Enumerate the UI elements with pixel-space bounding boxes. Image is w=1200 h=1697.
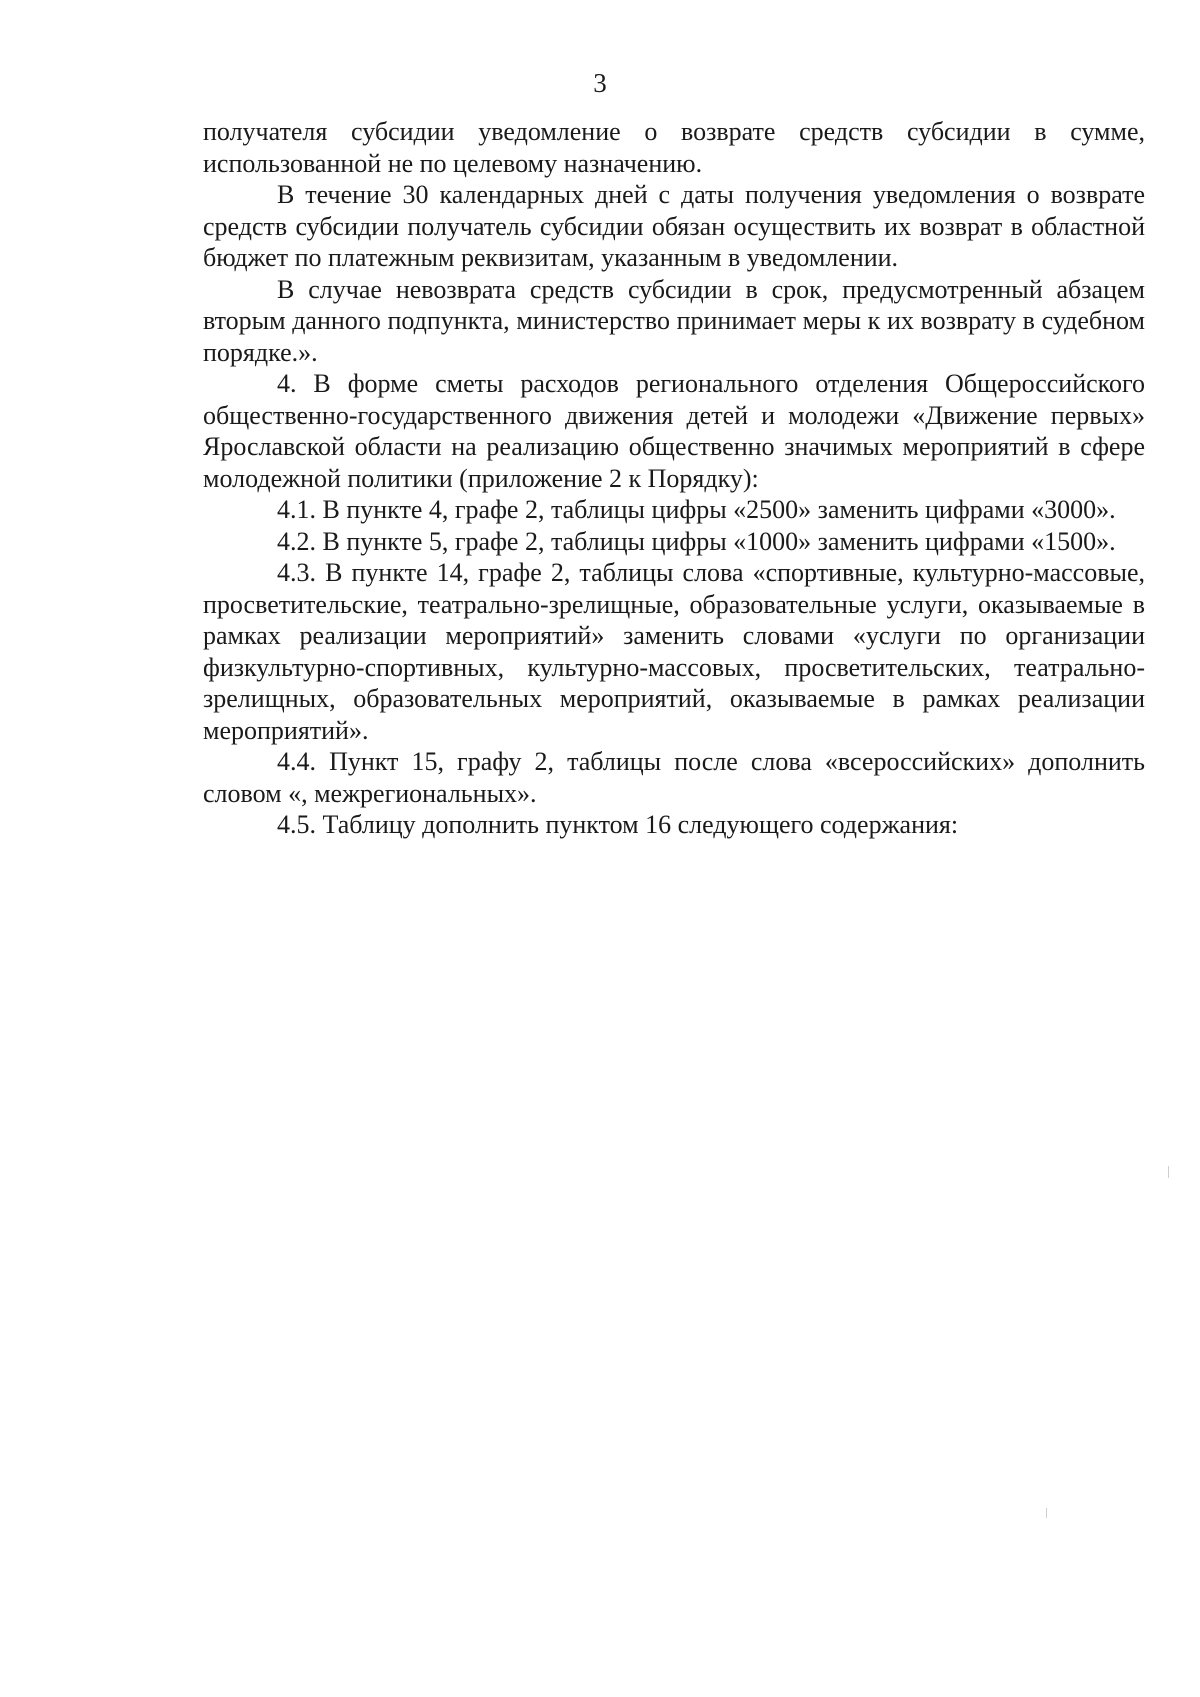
scan-mark xyxy=(1046,1508,1047,1518)
paragraph-item-4-4: 4.4. Пункт 15, графу 2, таблицы после слова «всероссийских» дополнить словом «, межрегиональных». xyxy=(203,747,1145,808)
document-body xyxy=(203,116,1145,841)
paragraph-return-deadline: В течение 30 календарных дней с даты получения уведомления о возврате средств субсидии получатель субсидии обязан осуществить их возврат в областной бюджет по платежным реквизитам, указанным в уведомлении. xyxy=(203,180,1145,272)
scan-mark xyxy=(1168,1166,1169,1178)
paragraph-item-4-3: 4.3. В пункте 14, графе 2, таблицы слова «спортивные, культурно-массовые, просветительские, театрально-зрелищные, образовательные услуги, оказываемые в рамках реализации мероприятий» заменить словами «услуги по организации физкультурно-спортивных, культурно-массовых, просветительских, театрально-зрелищных, образовательных мероприятий, оказываемые в рамках реализации мероприятий». xyxy=(203,558,1145,745)
paragraph-item-4-5: 4.5. Таблицу дополнить пунктом 16 следующего содержания: xyxy=(277,810,959,839)
paragraph-continuation: получателя субсидии уведомление о возврате средств субсидии в сумме, использованной не по целевому назначению. xyxy=(203,117,1145,178)
paragraph-item-4-2: 4.2. В пункте 5, графе 2, таблицы цифры «1000» заменить цифрами «1500». xyxy=(277,526,1116,556)
paragraph-item-4-1: 4.1. В пункте 4, графе 2, таблицы цифры «2500» заменить цифрами «3000». xyxy=(277,495,1116,524)
page-number: 3 xyxy=(593,68,607,98)
paragraph-non-return: В случае невозврата средств субсидии в срок, предусмотренный абзацем вторым данного подпункта, министерство принимает меры к их возврату в судебном порядке.». xyxy=(203,274,1145,367)
paragraph-item-4: 4. В форме сметы расходов регионального отделения Общероссийского общественно-государственного движения детей и молодежи «Движение первых» Ярославской области на реализацию общественно значимых мероприятий в сфере молодежной политики (приложение 2 к Порядку): xyxy=(203,369,1145,493)
